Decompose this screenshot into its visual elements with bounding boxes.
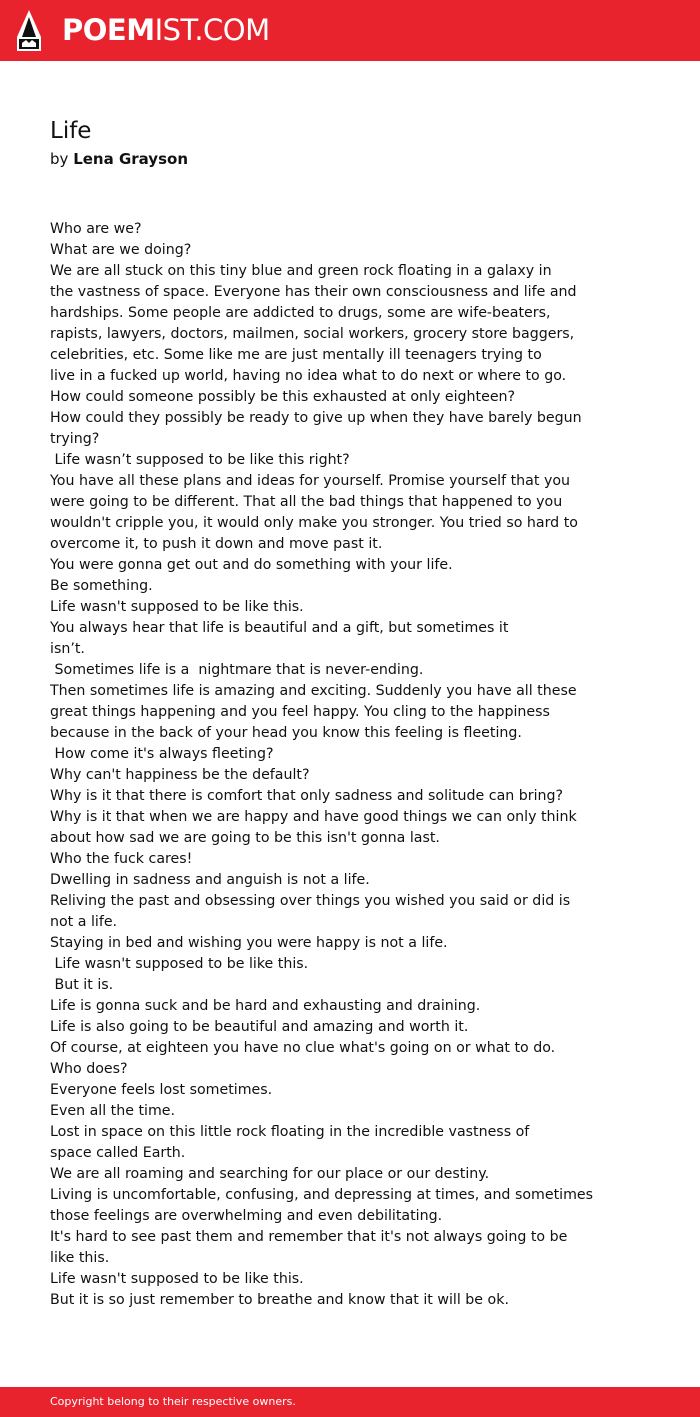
poem-line: overcome it, to push it down and move past it. <box>50 536 383 552</box>
poem-line: You always hear that life is beautiful and a gift, but sometimes it <box>50 620 509 636</box>
poem-line: Everyone feels lost sometimes. <box>50 1082 273 1098</box>
poem-line: celebrities, etc. Some like me are just mentally ill teenagers trying to <box>50 347 542 363</box>
site-header <box>0 0 700 61</box>
poem-line: Who the fuck cares! <box>50 851 193 867</box>
poem-line: Life wasn't supposed to be like this. <box>50 599 304 615</box>
poem-line: How could someone possibly be this exhausted at only eighteen? <box>50 389 516 405</box>
poem-line: Life wasn't supposed to be like this. <box>50 1271 304 1287</box>
poem-title: Life <box>50 118 92 144</box>
poem-line: Be something. <box>50 578 153 594</box>
poem-line: not a life. <box>50 914 118 930</box>
poem-line: the vastness of space. Everyone has their own consciousness and life and <box>50 284 577 300</box>
poem-line: But it is so just remember to breathe and know that it will be ok. <box>50 1292 509 1308</box>
poem-line: We are all roaming and searching for our place or our destiny. <box>50 1166 490 1182</box>
poem-line: We are all stuck on this tiny blue and green rock floating in a galaxy in <box>50 263 552 279</box>
poem-line: Life is also going to be beautiful and amazing and worth it. <box>50 1019 469 1035</box>
poem-line: isn’t. <box>50 641 85 657</box>
poem-line: Life wasn’t supposed to be like this right? <box>50 452 350 468</box>
poem-line: But it is. <box>50 977 114 993</box>
poem-line: hardships. Some people are addicted to drugs, some are wife-beaters, <box>50 305 551 321</box>
poem-line: rapists, lawyers, doctors, mailmen, social workers, grocery store baggers, <box>50 326 575 342</box>
poem-line: How could they possibly be ready to give up when they have barely begun <box>50 410 582 426</box>
brand-light: IST.COM <box>154 13 270 47</box>
site-footer <box>0 1387 700 1417</box>
poem-line: Sometimes life is a nightmare that is never-ending. <box>50 662 424 678</box>
poem-line: Life is gonna suck and be hard and exhausting and draining. <box>50 998 481 1014</box>
poem-line: Living is uncomfortable, confusing, and depressing at times, and sometimes <box>50 1187 594 1203</box>
poem-line: You were gonna get out and do something with your life. <box>50 557 453 573</box>
poem-line: those feelings are overwhelming and even debilitating. <box>50 1208 443 1224</box>
poem-line: were going to be different. That all the bad things that happened to you <box>50 494 563 510</box>
poem-line: because in the back of your head you know this feeling is fleeting. <box>50 725 522 741</box>
poem-line: It's hard to see past them and remember that it's not always going to be <box>50 1229 568 1245</box>
poem-line: How come it's always fleeting? <box>50 746 274 762</box>
by-label: by <box>50 150 69 168</box>
site-logo-text[interactable] <box>62 12 270 48</box>
poem-line: Reliving the past and obsessing over things you wished you said or did is <box>50 893 571 909</box>
poem-line: about how sad we are going to be this isn't gonna last. <box>50 830 440 846</box>
author-link[interactable]: Lena Grayson <box>73 150 189 168</box>
poem-line: Who are we? <box>50 221 142 237</box>
poem-body <box>50 219 650 1311</box>
poem-line: Life wasn't supposed to be like this. <box>50 956 309 972</box>
pencil-tip-icon[interactable] <box>16 9 42 52</box>
poem-line: great things happening and you feel happy. You cling to the happiness <box>50 704 550 720</box>
poem-line: live in a fucked up world, having no idea what to do next or where to go. <box>50 368 567 384</box>
poem-line: Staying in bed and wishing you were happy is not a life. <box>50 935 448 951</box>
poem-line: like this. <box>50 1250 110 1266</box>
poem-line: What are we doing? <box>50 242 192 258</box>
poem-line: space called Earth. <box>50 1145 186 1161</box>
poem-line: Of course, at eighteen you have no clue what's going on or what to do. <box>50 1040 556 1056</box>
copyright-text: Copyright belong to their respective owners. <box>50 1395 296 1408</box>
poem-line: Why is it that there is comfort that only sadness and solitude can bring? <box>50 788 564 804</box>
poem-line: Who does? <box>50 1061 128 1077</box>
poem-line: Why is it that when we are happy and have good things we can only think <box>50 809 577 825</box>
byline <box>50 148 188 170</box>
poem-line: Even all the time. <box>50 1103 176 1119</box>
poem-line: Dwelling in sadness and anguish is not a life. <box>50 872 370 888</box>
poem-line: trying? <box>50 431 100 447</box>
brand-bold: POEM <box>62 13 155 47</box>
poem-line: Why can't happiness be the default? <box>50 767 310 783</box>
poem-line: Lost in space on this little rock floating in the incredible vastness of <box>50 1124 530 1140</box>
poem-line: wouldn't cripple you, it would only make you stronger. You tried so hard to <box>50 515 578 531</box>
poem-line: Then sometimes life is amazing and exciting. Suddenly you have all these <box>50 683 577 699</box>
poem-line: You have all these plans and ideas for yourself. Promise yourself that you <box>50 473 571 489</box>
